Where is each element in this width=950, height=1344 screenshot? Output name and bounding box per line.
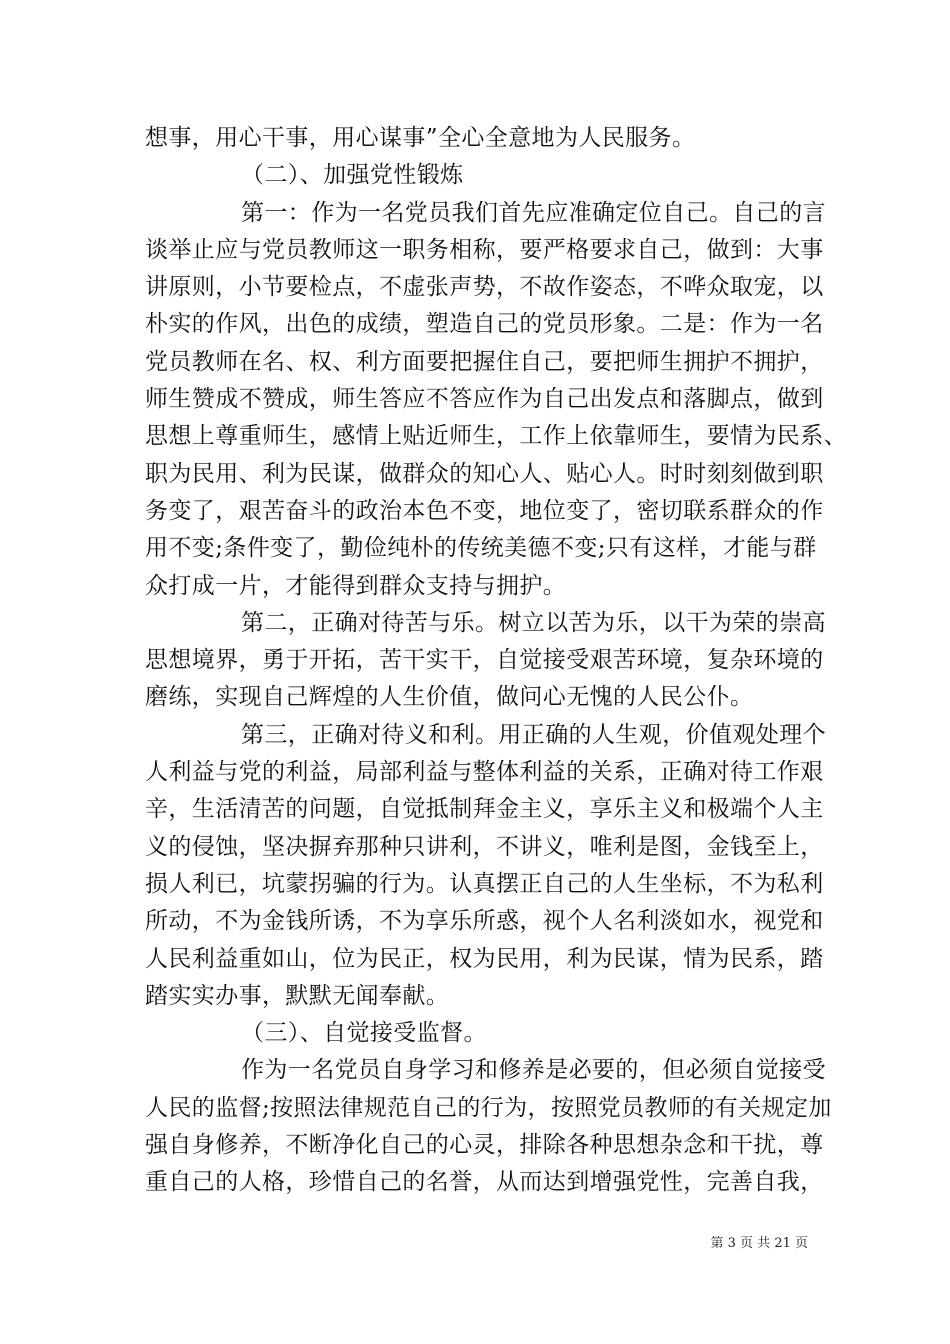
text-line: 职为民用、利为民谋，做群众的知心人、贴心人。时时刻刻做到职 <box>145 460 824 487</box>
text-line: 讲原则，小节要检点，不虚张声势，不故作姿态，不哗众取宠，以 <box>145 274 824 301</box>
text-line: 思想境界，勇于开拓，苦干实干，自觉接受艰苦环境，复杂环境的 <box>145 647 824 674</box>
text-line: 用不变;条件变了，勤俭纯朴的传统美德不变;只有这样，才能与群 <box>145 535 817 562</box>
text-line: 损人利已，坑蒙拐骗的行为。认真摆正自己的人生坐标，不为私利 <box>145 870 824 897</box>
text-line: 作为一名党员自身学习和修养是必要的，但必须自觉接受 <box>241 1057 826 1084</box>
text-line: 人民利益重如山，位为民正，权为民用，利为民谋，情为民系，踏 <box>145 945 824 972</box>
text-line: 想事，用心干事，用心谋事”全心全意地为人民服务。 <box>145 125 696 151</box>
text-line: 党员教师在名、权、利方面要把握住自己，要把师生拥护不拥护， <box>145 348 824 375</box>
text-line: 思想上尊重师生，感情上贴近师生，工作上依靠师生，要情为民系、 <box>145 423 847 450</box>
text-line: 强自身修养，不断净化自己的心灵，排除各种思想杂念和干扰，尊 <box>145 1132 824 1159</box>
text-line: 人民的监督;按照法律规范自己的行为，按照党员教师的有关规定加 <box>145 1094 832 1121</box>
text-line: 磨练，实现自己辉煌的人生价值，做问心无愧的人民公仆。 <box>145 684 754 711</box>
section-heading: （三）、自觉接受监督。 <box>241 1020 487 1047</box>
text-line: 所动，不为金钱所诱，不为享乐所惑，视个人名利淡如水，视党和 <box>145 908 824 935</box>
text-line: 朴实的作风，出色的成绩，塑造自己的党员形象。二是：作为一名 <box>145 311 824 338</box>
text-line: 第二，正确对待苦与乐。树立以苦为乐，以干为荣的崇高 <box>241 609 826 636</box>
document-body <box>145 120 847 1202</box>
text-line: 义的侵蚀，坚决摒弃那种只讲利，不讲义，唯利是图，金钱至上， <box>145 833 824 860</box>
text-line: 重自己的人格，珍惜自己的名誉，从而达到增强党性，完善自我， <box>145 1169 824 1196</box>
text-line: 人利益与党的利益，局部利益与整体利益的关系，正确对待工作艰 <box>145 759 824 786</box>
text-line: 众打成一片，才能得到群众支持与拥护。 <box>145 572 567 599</box>
section-heading: （二）、加强党性锻炼 <box>241 162 464 189</box>
text-line: 务变了，艰苦奋斗的政治本色不变，地位变了，密切联系群众的作 <box>145 497 824 524</box>
text-line: 第一：作为一名党员我们首先应准确定位自己。自己的言 <box>241 199 826 226</box>
text-line: 辛，生活清苦的问题，自觉抵制拜金主义，享乐主义和极端个人主 <box>145 796 824 823</box>
text-line: 第三，正确对待义和利。用正确的人生观，价值观处理个 <box>241 721 826 748</box>
text-line: 踏实实办事，默默无闻奉献。 <box>145 982 450 1009</box>
text-line: 谈举止应与党员教师这一职务相称，要严格要求自己，做到：大事 <box>145 236 824 263</box>
page-number: 第 3 页 共 21 页 <box>710 1236 808 1251</box>
text-line: 师生赞成不赞成，师生答应不答应作为自己出发点和落脚点，做到 <box>145 386 824 413</box>
